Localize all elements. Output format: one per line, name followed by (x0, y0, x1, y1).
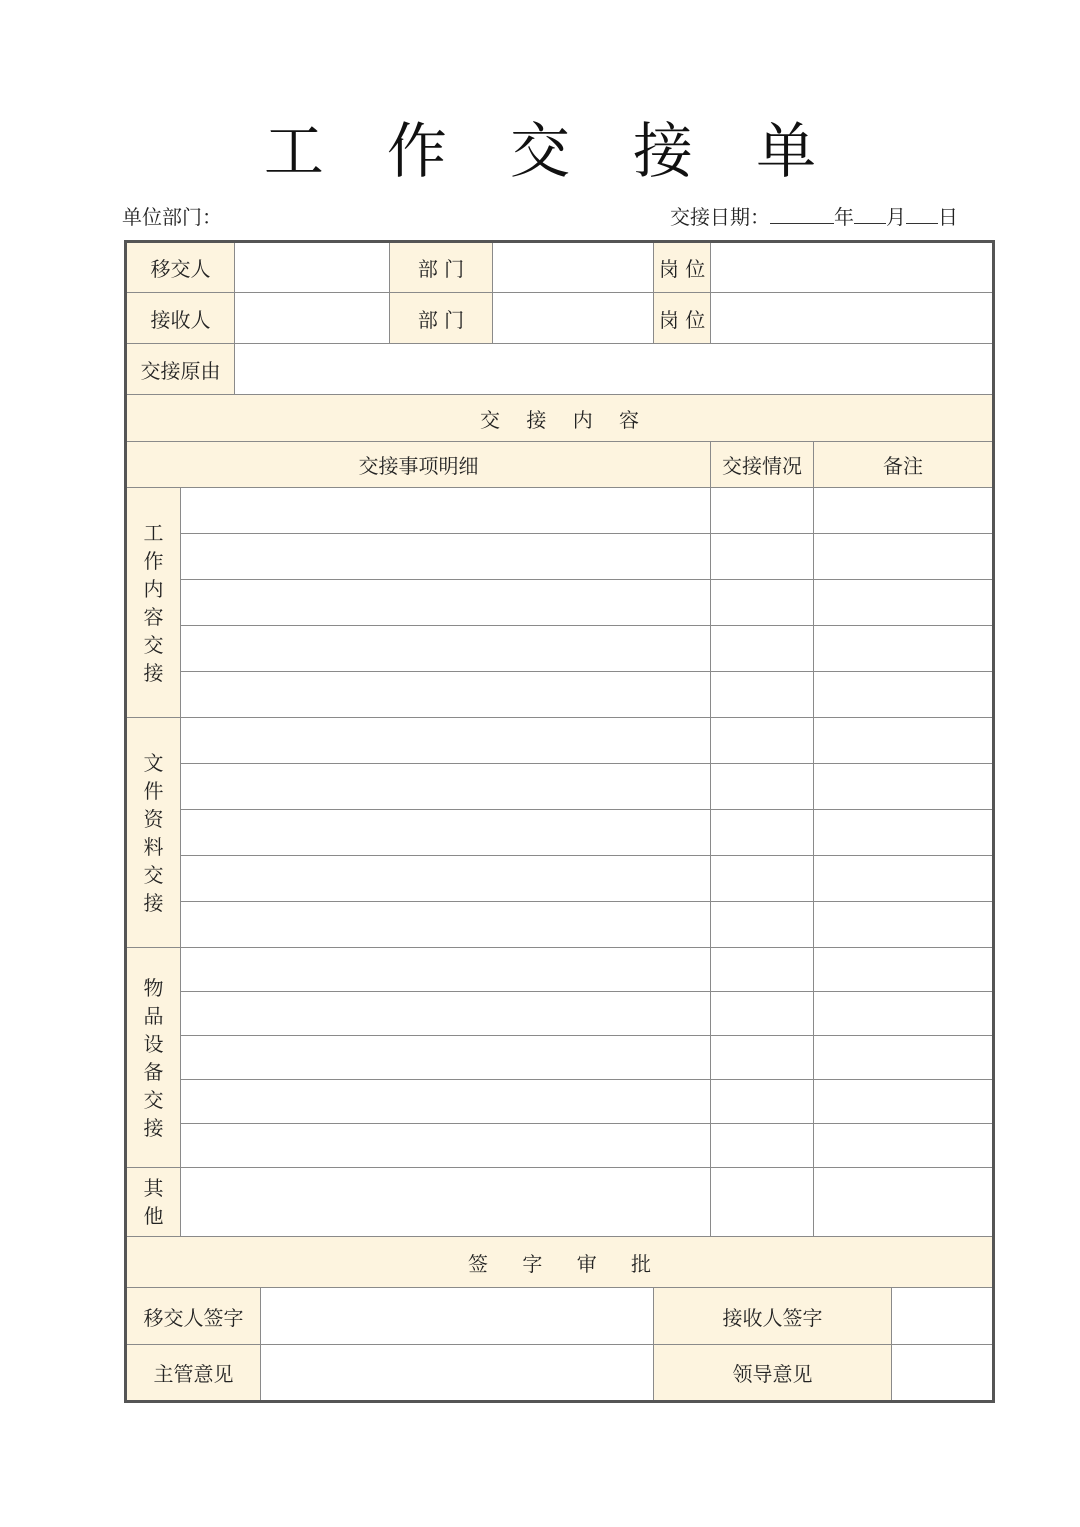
month-blank[interactable] (854, 203, 886, 224)
work-section-text: 工 作 内 容 交 接 (143, 520, 164, 685)
docs-detail-cell[interactable] (181, 718, 711, 764)
receiver-label: 接收人 (126, 293, 235, 344)
items-remark-cell[interactable] (814, 948, 994, 992)
docs-section-label (126, 718, 181, 948)
handover-form (124, 240, 995, 1403)
page-title: 工 作 交 接 单 (263, 117, 839, 187)
leader-opinion-field[interactable] (892, 1345, 994, 1402)
work-status-cell[interactable] (711, 534, 814, 580)
docs-section-text: 文 件 资 料 交 接 (143, 750, 164, 915)
giver-post-field[interactable] (711, 242, 994, 293)
detail-col-header: 交接事项明细 (126, 442, 711, 488)
docs-remark-cell[interactable] (814, 810, 994, 856)
year-label: 年 (834, 205, 854, 229)
other-section-label (126, 1168, 181, 1237)
docs-status-cell[interactable] (711, 856, 814, 902)
items-status-cell[interactable] (711, 948, 814, 992)
year-blank[interactable] (770, 203, 834, 224)
items-detail-cell[interactable] (181, 1124, 711, 1168)
items-remark-cell[interactable] (814, 1080, 994, 1124)
giver-field[interactable] (235, 242, 390, 293)
work-status-cell[interactable] (711, 488, 814, 534)
items-status-cell[interactable] (711, 1036, 814, 1080)
remark-col-header: 备注 (814, 442, 994, 488)
docs-detail-cell[interactable] (181, 764, 711, 810)
work-detail-cell[interactable] (181, 488, 711, 534)
supervisor-opinion-label: 主管意见 (126, 1345, 261, 1402)
items-remark-cell[interactable] (814, 1124, 994, 1168)
docs-remark-cell[interactable] (814, 902, 994, 948)
docs-detail-cell[interactable] (181, 902, 711, 948)
reason-label: 交接原由 (126, 344, 235, 395)
unit-dept-label: 单位部门： (122, 205, 222, 229)
month-label: 月 (886, 205, 906, 229)
items-remark-cell[interactable] (814, 992, 994, 1036)
receiver-dept-label: 部 门 (390, 293, 493, 344)
items-detail-cell[interactable] (181, 1036, 711, 1080)
receiver-sign-label: 接收人签字 (654, 1288, 892, 1345)
approval-header: 签 字 审 批 (126, 1237, 994, 1288)
items-detail-cell[interactable] (181, 948, 711, 992)
reason-field[interactable] (235, 344, 994, 395)
handover-date (670, 203, 958, 231)
work-remark-cell[interactable] (814, 672, 994, 718)
receiver-field[interactable] (235, 293, 390, 344)
giver-post-label: 岗 位 (654, 242, 711, 293)
date-label: 交接日期： (670, 205, 770, 229)
receiver-dept-field[interactable] (493, 293, 654, 344)
docs-status-cell[interactable] (711, 810, 814, 856)
other-detail-cell[interactable] (181, 1168, 711, 1237)
docs-status-cell[interactable] (711, 902, 814, 948)
items-section-text: 物 品 设 备 交 接 (143, 975, 164, 1140)
docs-detail-cell[interactable] (181, 810, 711, 856)
work-remark-cell[interactable] (814, 488, 994, 534)
receiver-post-field[interactable] (711, 293, 994, 344)
giver-dept-label: 部 门 (390, 242, 493, 293)
leader-opinion-label: 领导意见 (654, 1345, 892, 1402)
giver-sign-field[interactable] (261, 1288, 654, 1345)
docs-remark-cell[interactable] (814, 764, 994, 810)
work-detail-cell[interactable] (181, 580, 711, 626)
docs-remark-cell[interactable] (814, 856, 994, 902)
docs-detail-cell[interactable] (181, 856, 711, 902)
work-status-cell[interactable] (711, 626, 814, 672)
status-col-header: 交接情况 (711, 442, 814, 488)
work-detail-cell[interactable] (181, 626, 711, 672)
items-section-label (126, 948, 181, 1168)
work-remark-cell[interactable] (814, 580, 994, 626)
giver-dept-field[interactable] (493, 242, 654, 293)
other-status-cell[interactable] (711, 1168, 814, 1237)
items-detail-cell[interactable] (181, 1080, 711, 1124)
work-status-cell[interactable] (711, 580, 814, 626)
work-remark-cell[interactable] (814, 626, 994, 672)
content-header: 交 接 内 容 (126, 395, 994, 442)
work-detail-cell[interactable] (181, 672, 711, 718)
items-status-cell[interactable] (711, 1080, 814, 1124)
docs-status-cell[interactable] (711, 764, 814, 810)
other-section-text: 其 他 (143, 1176, 164, 1228)
day-label: 日 (938, 205, 958, 229)
giver-label: 移交人 (126, 242, 235, 293)
docs-remark-cell[interactable] (814, 718, 994, 764)
work-remark-cell[interactable] (814, 534, 994, 580)
supervisor-opinion-field[interactable] (261, 1345, 654, 1402)
work-section-label (126, 488, 181, 718)
items-status-cell[interactable] (711, 992, 814, 1036)
receiver-post-label: 岗 位 (654, 293, 711, 344)
work-detail-cell[interactable] (181, 534, 711, 580)
day-blank[interactable] (906, 203, 938, 224)
docs-status-cell[interactable] (711, 718, 814, 764)
giver-sign-label: 移交人签字 (126, 1288, 261, 1345)
receiver-sign-field[interactable] (892, 1288, 994, 1345)
work-status-cell[interactable] (711, 672, 814, 718)
items-detail-cell[interactable] (181, 992, 711, 1036)
other-remark-cell[interactable] (814, 1168, 994, 1237)
items-status-cell[interactable] (711, 1124, 814, 1168)
items-remark-cell[interactable] (814, 1036, 994, 1080)
